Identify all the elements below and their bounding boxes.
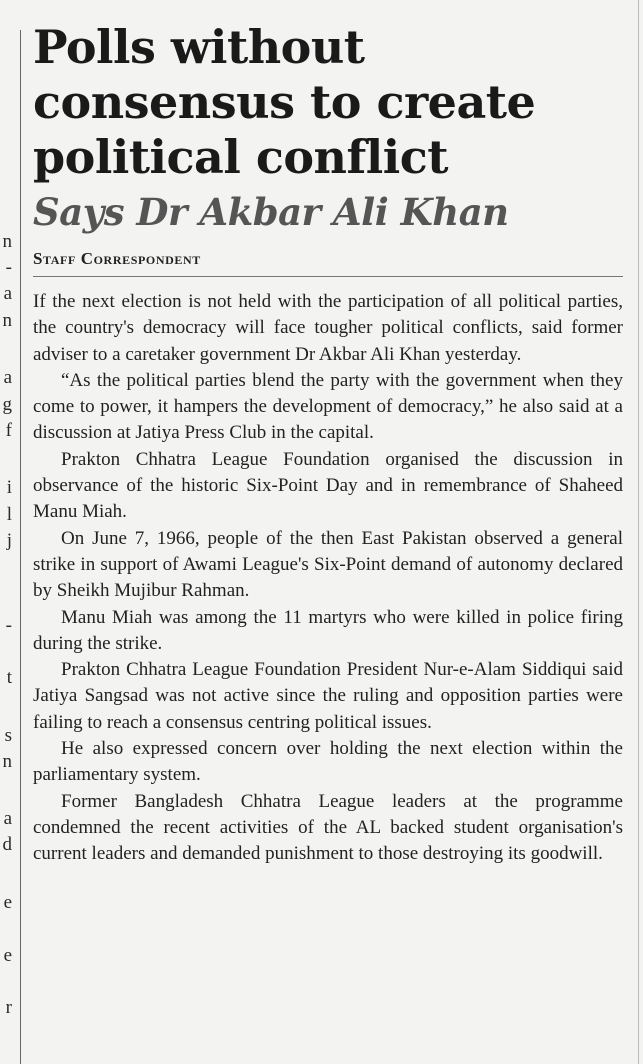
paragraph: Manu Miah was among the 11 martyrs who were killed in police firing during the strike. xyxy=(33,606,623,654)
fragment-letter: s xyxy=(4,725,12,746)
fragment-letter: n xyxy=(2,751,12,772)
fragment-letter: t xyxy=(6,667,12,688)
article xyxy=(33,20,625,868)
fragment-letter: e xyxy=(3,892,12,913)
byline: Staff Correspondent xyxy=(33,249,623,277)
column-divider xyxy=(20,30,21,1064)
fragment-letter: a xyxy=(3,808,12,829)
fragment-letter: j xyxy=(6,530,12,551)
fragment-letter: i xyxy=(6,477,12,498)
page-edge xyxy=(638,0,639,1064)
fragment-letter: - xyxy=(5,257,12,278)
fragment-letter: g xyxy=(2,394,12,415)
fragment-letter: a xyxy=(3,367,12,388)
fragment-letter: l xyxy=(6,504,12,525)
fragment-letter: n xyxy=(2,231,12,252)
fragment-letter: e xyxy=(3,945,12,966)
paragraph: On June 7, 1966, people of the then East Pakistan observed a general strike in support of Awami League's Six-Point demand of autonomy declared by Sheikh Mujibur Rahman. xyxy=(33,527,623,602)
fragment-letter: d xyxy=(2,834,12,855)
fragment-letter: - xyxy=(5,615,12,636)
paragraph: “As the political parties blend the party with the government when they come to power, it hampers the development of democracy,” he also said at a discussion at Jatiya Press Club in the capital. xyxy=(33,369,623,444)
paragraph: Former Bangladesh Chhatra League leaders at the programme condemned the recent activities of the AL backed student organisation's current leaders and demanded punishment to those destroying its goodwill. xyxy=(33,790,623,865)
fragment-letter: r xyxy=(5,997,12,1018)
fragment-letter: a xyxy=(3,283,12,304)
paragraph: Prakton Chhatra League Foundation organised the discussion in observance of the historic Six-Point Day and in remembrance of Shaheed Manu Miah. xyxy=(33,448,623,523)
paragraph: Prakton Chhatra League Foundation President Nur-e-Alam Siddiqui said Jatiya Sangsad was not active since the ruling and opposition parties were failing to reach a consensus centring political issues. xyxy=(33,659,623,733)
fragment-letter: n xyxy=(2,310,12,331)
headline: Polls without consensus to create political conflict xyxy=(33,20,536,184)
fragment-letter: f xyxy=(5,420,12,441)
article-body xyxy=(33,289,623,868)
adjacent-column-fragments xyxy=(0,0,14,1064)
paragraph: He also expressed concern over holding the next election within the parliamentary system. xyxy=(33,738,623,786)
paragraph: If the next election is not held with the participation of all political parties, the country's democracy will face tougher political conflicts, said former adviser to a caretaker government Dr Akbar Ali Khan yesterday. xyxy=(33,291,623,365)
subheadline: Says Dr Akbar Ali Khan xyxy=(33,190,509,234)
